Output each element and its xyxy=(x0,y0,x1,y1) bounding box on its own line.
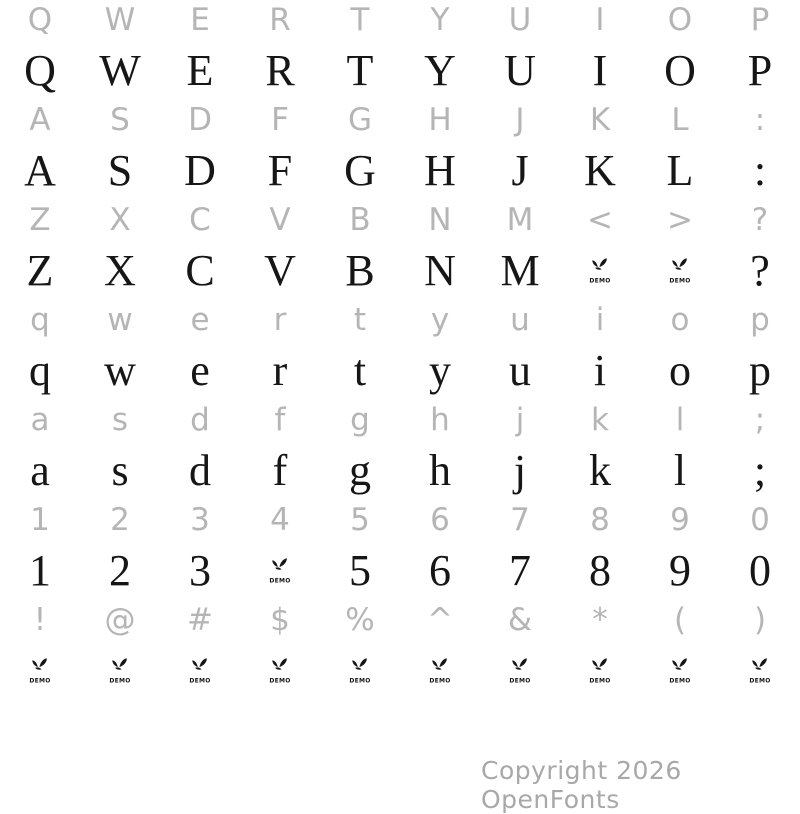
reference-glyph: 3 xyxy=(190,502,210,538)
specimen-glyph: 0 xyxy=(749,545,771,595)
reference-glyph: s xyxy=(111,402,129,438)
demo-leaf-icon xyxy=(268,557,292,584)
demo-placeholder-glyph xyxy=(320,640,400,700)
reference-glyph: $ xyxy=(270,602,290,638)
demo-placeholder-glyph xyxy=(0,640,80,700)
demo-placeholder-glyph xyxy=(240,540,320,600)
specimen-glyph: H xyxy=(424,145,456,195)
demo-placeholder-glyph xyxy=(640,640,720,700)
reference-glyph: G xyxy=(347,102,373,138)
reference-glyph: R xyxy=(269,2,291,38)
specimen-glyph: o xyxy=(669,345,691,395)
reference-glyph: i xyxy=(595,302,605,338)
specimen-glyph: 1 xyxy=(29,545,51,595)
reference-glyph: L xyxy=(671,102,689,138)
reference-glyph: ) xyxy=(753,602,767,638)
glyph-row-6-specimen xyxy=(0,240,800,300)
specimen-glyph: 3 xyxy=(189,545,211,595)
reference-glyph: P xyxy=(750,2,770,38)
demo-leaf-icon xyxy=(508,657,532,684)
specimen-glyph: t xyxy=(353,345,367,395)
specimen-glyph: 9 xyxy=(669,545,691,595)
svg-text:DEMO: DEMO xyxy=(109,677,131,684)
reference-glyph: 2 xyxy=(110,502,130,538)
specimen-glyph: E xyxy=(186,45,214,95)
specimen-glyph: s xyxy=(111,445,129,495)
reference-glyph: 8 xyxy=(590,502,610,538)
reference-glyph: O xyxy=(667,2,693,38)
specimen-glyph: B xyxy=(345,245,375,295)
specimen-glyph: L xyxy=(666,145,694,195)
specimen-glyph: 6 xyxy=(429,545,451,595)
specimen-glyph: W xyxy=(99,45,141,95)
specimen-glyph: G xyxy=(344,145,376,195)
reference-glyph: d xyxy=(190,402,210,438)
demo-placeholder-glyph xyxy=(80,640,160,700)
reference-glyph: 9 xyxy=(670,502,690,538)
specimen-glyph: y xyxy=(429,345,451,395)
reference-glyph: & xyxy=(507,602,533,638)
specimen-glyph: w xyxy=(104,345,136,395)
demo-leaf-icon xyxy=(668,657,692,684)
specimen-glyph: C xyxy=(185,245,215,295)
reference-glyph: % xyxy=(345,602,375,638)
reference-glyph: H xyxy=(428,102,452,138)
specimen-glyph: k xyxy=(589,445,611,495)
reference-glyph: Y xyxy=(430,2,450,38)
svg-text:DEMO: DEMO xyxy=(429,677,451,684)
reference-glyph: M xyxy=(506,202,534,238)
glyph-row-8-specimen xyxy=(0,340,800,400)
reference-glyph: t xyxy=(353,302,367,338)
specimen-glyph: f xyxy=(272,445,288,495)
reference-glyph: W xyxy=(104,2,136,38)
specimen-glyph: X xyxy=(104,245,136,295)
reference-glyph: I xyxy=(595,2,605,38)
reference-glyph: f xyxy=(274,402,286,438)
reference-glyph: C xyxy=(189,202,211,238)
specimen-glyph: F xyxy=(267,145,293,195)
specimen-glyph: Y xyxy=(424,45,456,95)
specimen-glyph: O xyxy=(664,45,696,95)
reference-glyph: U xyxy=(508,2,532,38)
reference-glyph: ! xyxy=(33,602,47,638)
specimen-glyph: V xyxy=(264,245,296,295)
demo-leaf-icon xyxy=(588,657,612,684)
demo-placeholder-glyph xyxy=(560,640,640,700)
demo-placeholder-glyph xyxy=(480,640,560,700)
reference-glyph: 7 xyxy=(510,502,530,538)
glyph-row-14-specimen xyxy=(0,640,800,700)
reference-glyph: T xyxy=(350,2,370,38)
svg-text:DEMO: DEMO xyxy=(589,677,611,684)
reference-glyph: # xyxy=(187,602,213,638)
specimen-glyph: j xyxy=(513,445,527,495)
reference-glyph: K xyxy=(589,102,611,138)
demo-leaf-icon xyxy=(268,657,292,684)
specimen-glyph: g xyxy=(349,445,371,495)
specimen-glyph: P xyxy=(747,45,773,95)
specimen-glyph: A xyxy=(24,145,56,195)
glyph-row-11-reference xyxy=(0,500,800,540)
reference-glyph: ( xyxy=(673,602,687,638)
glyph-row-7-reference xyxy=(0,300,800,340)
specimen-glyph: p xyxy=(749,345,771,395)
demo-leaf-icon xyxy=(748,657,772,684)
svg-text:DEMO: DEMO xyxy=(589,277,611,284)
specimen-glyph: : xyxy=(753,145,767,195)
reference-glyph: r xyxy=(273,302,287,338)
reference-glyph: N xyxy=(428,202,452,238)
reference-glyph: 5 xyxy=(350,502,370,538)
specimen-glyph: M xyxy=(500,245,540,295)
demo-leaf-icon xyxy=(668,257,692,284)
copyright-text: Copyright 2026 OpenFonts xyxy=(481,756,682,814)
demo-placeholder-glyph xyxy=(640,240,720,300)
demo-placeholder-glyph xyxy=(400,640,480,700)
reference-glyph: 1 xyxy=(30,502,50,538)
specimen-glyph: h xyxy=(429,445,451,495)
specimen-glyph: S xyxy=(107,145,133,195)
demo-leaf-icon xyxy=(588,257,612,284)
specimen-glyph: I xyxy=(592,45,608,95)
specimen-glyph: d xyxy=(189,445,211,495)
reference-glyph: * xyxy=(592,602,608,638)
reference-glyph: l xyxy=(675,402,685,438)
glyph-row-5-reference xyxy=(0,200,800,240)
glyph-row-13-reference xyxy=(0,600,800,640)
reference-glyph: E xyxy=(190,2,210,38)
reference-glyph: > xyxy=(667,202,693,238)
demo-leaf-icon xyxy=(428,657,452,684)
svg-text:DEMO: DEMO xyxy=(269,577,291,584)
demo-placeholder-glyph xyxy=(720,640,800,700)
reference-glyph: @ xyxy=(104,602,136,638)
specimen-glyph: R xyxy=(265,45,295,95)
reference-glyph: D xyxy=(188,102,212,138)
specimen-glyph: l xyxy=(673,445,687,495)
reference-glyph: Z xyxy=(29,202,51,238)
demo-leaf-icon xyxy=(348,657,372,684)
reference-glyph: 6 xyxy=(430,502,450,538)
demo-leaf-icon xyxy=(108,657,132,684)
reference-glyph: q xyxy=(30,302,50,338)
reference-glyph: o xyxy=(670,302,690,338)
svg-text:DEMO: DEMO xyxy=(349,677,371,684)
reference-glyph: < xyxy=(587,202,613,238)
svg-text:DEMO: DEMO xyxy=(509,677,531,684)
specimen-glyph: Q xyxy=(24,45,56,95)
specimen-glyph: K xyxy=(584,145,616,195)
reference-glyph: u xyxy=(510,302,530,338)
specimen-glyph: ? xyxy=(750,245,770,295)
specimen-glyph: e xyxy=(190,345,210,395)
svg-text:DEMO: DEMO xyxy=(269,677,291,684)
reference-glyph: k xyxy=(591,402,609,438)
specimen-glyph: q xyxy=(29,345,51,395)
specimen-glyph: ; xyxy=(753,445,767,495)
reference-glyph: X xyxy=(109,202,131,238)
reference-glyph: ; xyxy=(754,402,766,438)
demo-placeholder-glyph xyxy=(240,640,320,700)
reference-glyph: j xyxy=(515,402,525,438)
reference-glyph: A xyxy=(29,102,51,138)
specimen-glyph: 2 xyxy=(109,545,131,595)
reference-glyph: e xyxy=(190,302,210,338)
glyph-row-10-specimen xyxy=(0,440,800,500)
reference-glyph: a xyxy=(30,402,50,438)
svg-text:DEMO: DEMO xyxy=(749,677,771,684)
specimen-glyph: r xyxy=(272,345,288,395)
specimen-glyph: T xyxy=(346,45,374,95)
demo-leaf-icon xyxy=(28,657,52,684)
specimen-glyph: J xyxy=(511,145,529,195)
glyph-row-9-reference xyxy=(0,400,800,440)
reference-glyph: : xyxy=(754,102,766,138)
svg-text:DEMO: DEMO xyxy=(669,277,691,284)
specimen-glyph: 5 xyxy=(349,545,371,595)
reference-glyph: y xyxy=(430,302,450,338)
reference-glyph: w xyxy=(107,302,133,338)
glyph-row-2-specimen xyxy=(0,40,800,100)
reference-glyph: J xyxy=(515,102,525,138)
demo-placeholder-glyph xyxy=(560,240,640,300)
specimen-glyph: i xyxy=(593,345,607,395)
reference-glyph: B xyxy=(349,202,371,238)
reference-glyph: ? xyxy=(751,202,769,238)
reference-glyph: g xyxy=(350,402,370,438)
glyph-row-12-specimen xyxy=(0,540,800,600)
specimen-glyph: a xyxy=(30,445,50,495)
glyph-row-4-specimen xyxy=(0,140,800,200)
glyph-row-3-reference xyxy=(0,100,800,140)
reference-glyph: F xyxy=(271,102,289,138)
specimen-glyph: N xyxy=(424,245,456,295)
reference-glyph: 0 xyxy=(750,502,770,538)
svg-text:DEMO: DEMO xyxy=(189,677,211,684)
specimen-glyph: u xyxy=(509,345,531,395)
specimen-glyph: 7 xyxy=(509,545,531,595)
specimen-glyph: U xyxy=(504,45,536,95)
specimen-glyph: D xyxy=(184,145,216,195)
specimen-glyph: Z xyxy=(26,245,54,295)
svg-text:DEMO: DEMO xyxy=(669,677,691,684)
reference-glyph: Q xyxy=(27,2,53,38)
glyph-row-1-reference xyxy=(0,0,800,40)
specimen-glyph: 8 xyxy=(589,545,611,595)
svg-text:DEMO: DEMO xyxy=(29,677,51,684)
reference-glyph: V xyxy=(269,202,291,238)
reference-glyph: S xyxy=(110,102,130,138)
demo-leaf-icon xyxy=(188,657,212,684)
reference-glyph: ^ xyxy=(427,602,453,638)
reference-glyph: h xyxy=(430,402,450,438)
reference-glyph: 4 xyxy=(270,502,290,538)
reference-glyph: p xyxy=(750,302,770,338)
demo-placeholder-glyph xyxy=(160,640,240,700)
